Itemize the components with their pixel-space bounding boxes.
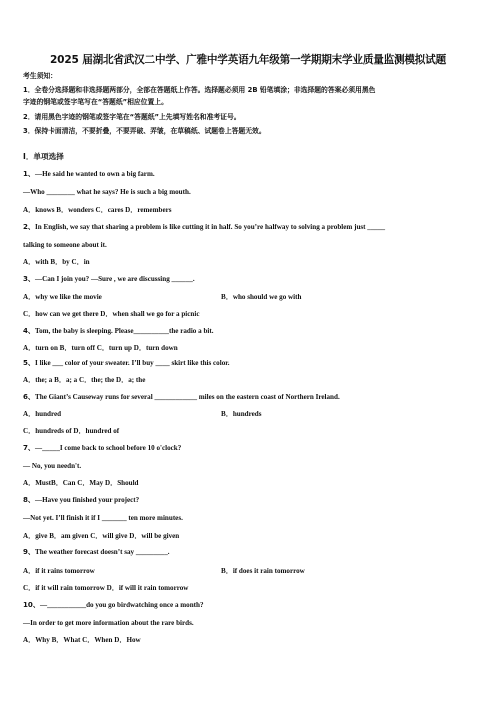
notice-heading: 考生须知： xyxy=(23,72,57,80)
question-number: 6、 xyxy=(23,392,36,401)
question-7-options: A．MustB．Can C．May D．Should xyxy=(23,479,139,487)
question-number: 2、 xyxy=(23,222,36,231)
question-10 xyxy=(23,600,478,610)
option-a: A．hundred xyxy=(23,410,62,418)
option-a: A．if it rains tomorrow xyxy=(23,567,95,575)
question-stem: —He said he wanted to own a big farm. xyxy=(35,170,155,178)
question-stem: In English, we say that sharing a problem is like cutting it in half. So you’re halfway to solving a problem just _____ xyxy=(35,223,386,231)
question-8 xyxy=(23,495,478,505)
question-number: 3、 xyxy=(23,274,36,283)
question-10-options: A．Why B．What C．When D．How xyxy=(23,636,141,644)
question-5-options: A．the; a B．a; a C．the; the D．a; the xyxy=(23,376,146,384)
notice-item-1-cont: 字迹的钢笔或签字笔写在“答题纸”相应位置上。 xyxy=(23,98,168,106)
question-2 xyxy=(23,222,478,232)
question-4 xyxy=(23,326,478,336)
question-2-options: A．with B．by C．in xyxy=(23,258,90,266)
question-stem: —Have you finished your project? xyxy=(35,496,140,504)
question-6-options-row2: C．hundreds of D．hundred of xyxy=(23,427,120,435)
question-stem: —Can I join you? —Sure , we are discussing ______. xyxy=(35,275,195,283)
question-number: 8、 xyxy=(23,495,36,504)
question-7 xyxy=(23,443,478,453)
question-1 xyxy=(23,169,478,179)
question-stem: —___________do you go birdwatching once a month? xyxy=(39,601,204,609)
question-6-options-row1 xyxy=(23,409,478,419)
question-number: 5、 xyxy=(23,358,36,367)
question-9-options-row1 xyxy=(23,566,478,576)
question-10-line2: —In order to get more information about the rare birds. xyxy=(23,619,194,627)
question-stem: The Giant’s Causeway runs for several ____________ miles on the eastern coast of Northern Ireland. xyxy=(35,393,340,401)
question-4-options: A．turn on B．turn off C．turn up D．turn down xyxy=(23,344,178,352)
section-heading: Ⅰ．单项选择 xyxy=(23,152,64,161)
question-3-options-row1 xyxy=(23,292,478,302)
question-number: 1、 xyxy=(23,169,36,178)
question-2-line2: talking to someone about it. xyxy=(23,241,107,249)
question-stem: The weather forecast doesn’t say _________. xyxy=(35,548,170,556)
notice-item-1: 1．全卷分选择题和非选择题两部分，全部在答题纸上作答。选择题必须用 2B 铅笔填涂；非选择题的答案必须用黑色 xyxy=(23,86,376,94)
notice-item-3: 3．保持卡面清洁，不要折叠，不要弄破、弄皱，在草稿纸、试题卷上答题无效。 xyxy=(23,127,266,135)
question-number: 4、 xyxy=(23,326,36,335)
question-number: 7、 xyxy=(23,443,36,452)
page-title: 2025 届湖北省武汉二中学、广雅中学英语九年级第一学期期末学业质量监测模拟试题 xyxy=(50,54,446,66)
question-stem: Tom, the baby is sleeping. Please__________the radio a bit. xyxy=(35,327,214,335)
option-b: B．who should we go with xyxy=(221,293,302,301)
notice-item-2: 2．请用黑色字迹的钢笔或签字笔在“答题纸”上先填写姓名和准考证号。 xyxy=(23,113,241,121)
question-3-options-row2: C．how can we get there D．when shall we go for a picnic xyxy=(23,310,200,318)
question-number: 10、 xyxy=(23,600,40,609)
question-9 xyxy=(23,547,478,557)
question-3 xyxy=(23,274,478,284)
question-6 xyxy=(23,392,478,402)
question-1-line2: —Who ________ what he says? He is such a big mouth. xyxy=(23,188,191,196)
question-9-options-row2: C．if it will rain tomorrow D．if will it rain tomorrow xyxy=(23,584,189,592)
question-5 xyxy=(23,358,478,368)
option-b: B．if does it rain tomorrow xyxy=(221,567,305,575)
question-8-options: A．give B．am given C．will give D．will be given xyxy=(23,532,180,540)
option-a: A．why we like the movie xyxy=(23,293,102,301)
question-stem: I like ___ color of your sweater. I’ll buy ____ skirt like this color. xyxy=(35,359,230,367)
question-1-options: A．knows B．wonders C．cares D．remembers xyxy=(23,206,172,214)
question-number: 9、 xyxy=(23,547,36,556)
option-b: B．hundreds xyxy=(221,410,262,418)
question-7-line2: — No, you needn't. xyxy=(23,462,82,470)
question-8-line2: —Not yet. I’ll finish it if I _______ ten more minutes. xyxy=(23,514,183,522)
question-stem: —_____I come back to school before 10 o'clock? xyxy=(35,444,182,452)
